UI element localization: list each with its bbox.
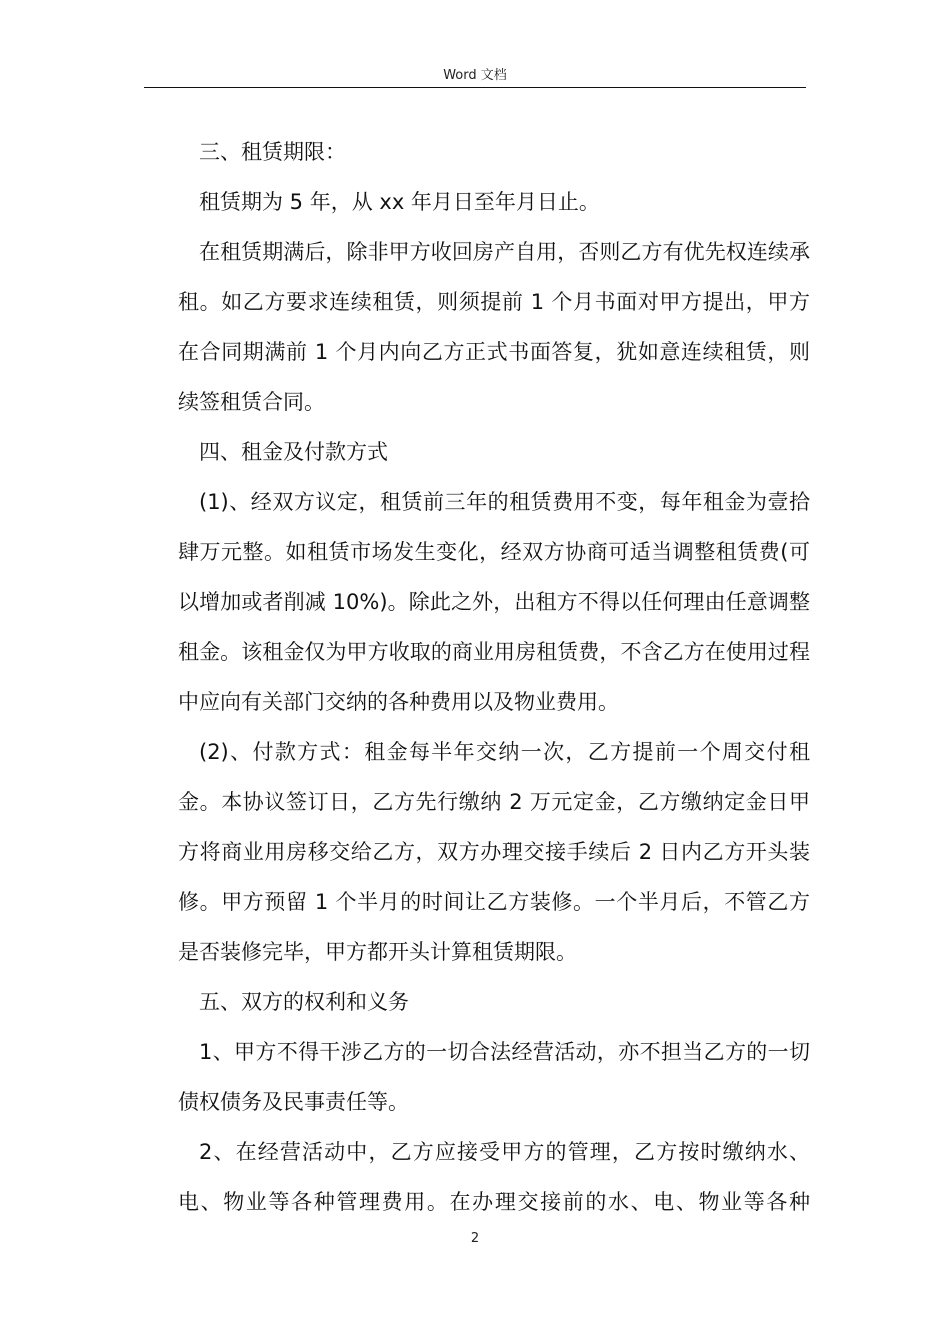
section-heading-rent-payment: 四、租金及付款方式 — [199, 440, 388, 464]
paragraph-lease-period: 租赁期为 5 年，从 xx 年月日至年月日止。 — [199, 190, 600, 214]
paragraph-clause-2: 2、在经营活动中，乙方应接受甲方的管理，乙方按时缴纳水、电、物业等各种管理费用。在办理交接前的水、电、物业等各种 — [178, 1140, 810, 1214]
paragraph-clause-1: 1、甲方不得干涉乙方的一切合法经营活动，亦不担当乙方的一切债权债务及民事责任等。 — [178, 1040, 810, 1114]
page-number: 2 — [470, 1231, 480, 1246]
paragraph-payment-method: (2)、付款方式：租金每半年交纳一次，乙方提前一个周交付租金。本协议签订日，乙方先行缴纳 2 万元定金，乙方缴纳定金日甲方将商业用房移交给乙方，双方办理交接手续后 2 日内乙方开头装修。甲方预留 1 个半月的时间让乙方装修。一个半月后，不管乙方是否装修完毕，甲方都开头计算租赁期限。 — [178, 740, 810, 964]
paragraph-rent-amount: (1)、经双方议定，租赁前三年的租赁费用不变，每年租金为壹拾肆万元整。如租赁市场发生变化，经双方协商可适当调整租赁费(可以增加或者削减 10%)。除此之外，出租方不得以任何理由任意调整租金。该租金仅为甲方收取的商业用房租赁费，不含乙方在使用过程中应向有关部门交纳的各种费用以及物业费用。 — [178, 490, 810, 714]
section-heading-lease-term: 三、租赁期限： — [199, 140, 346, 164]
section-heading-rights-obligations: 五、双方的权利和义务 — [199, 990, 409, 1014]
document-header: Word 文档 — [443, 68, 507, 83]
document-body — [178, 127, 810, 1227]
paragraph-renewal: 在租赁期满后，除非甲方收回房产自用，否则乙方有优先权连续承租。如乙方要求连续租赁，则须提前 1 个月书面对甲方提出，甲方在合同期满前 1 个月内向乙方正式书面答复，犹如意连续租赁，则续签租赁合同。 — [178, 240, 810, 414]
header-divider — [144, 87, 806, 88]
